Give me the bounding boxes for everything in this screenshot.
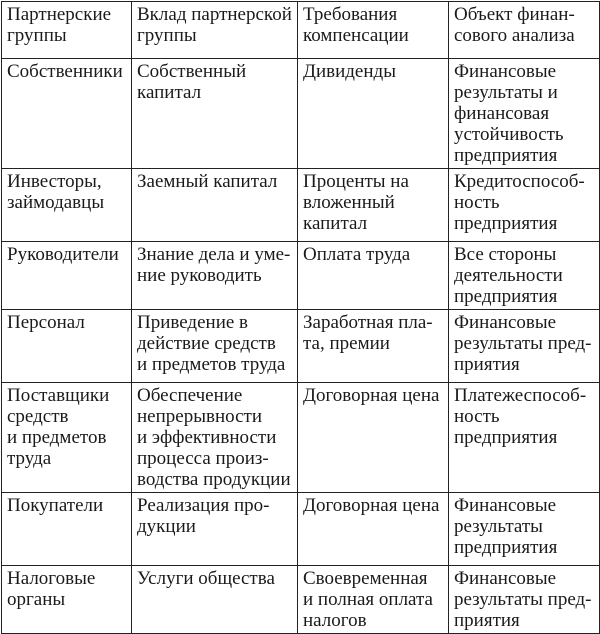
cell-analysis-object: Платежеспособ- ность предприятия	[449, 383, 600, 493]
cell-partner-group: Инвесторы, займодавцы	[2, 169, 132, 242]
cell-compensation: Договорная цена	[298, 493, 449, 566]
partner-groups-table	[1, 1, 600, 634]
cell-partner-group: Поставщики средств и предметов труда	[2, 383, 132, 493]
cell-partner-group: Персонал	[2, 310, 132, 383]
cell-contribution: Услуги общества	[132, 566, 298, 634]
cell-contribution: Заемный капитал	[132, 169, 298, 242]
table-row	[2, 566, 600, 634]
cell-analysis-object: Кредитоспособ- ность предприятия	[449, 169, 600, 242]
cell-compensation: Проценты на вложенный капитал	[298, 169, 449, 242]
cell-compensation: Своевременная и полная оплата налогов	[298, 566, 449, 634]
table-row	[2, 383, 600, 493]
cell-partner-group: Собственники	[2, 59, 132, 169]
cell-partner-group: Налоговые органы	[2, 566, 132, 634]
header-financial-analysis-object: Объект финан- сового анализа	[449, 2, 600, 59]
cell-compensation: Оплата труда	[298, 242, 449, 310]
header-group-contribution: Вклад партнерской группы	[132, 2, 298, 59]
table-row	[2, 59, 600, 169]
cell-analysis-object: Все стороны деятельности предприятия	[449, 242, 600, 310]
table-row	[2, 310, 600, 383]
cell-contribution: Знание дела и уме- ние руководить	[132, 242, 298, 310]
header-compensation-requirements: Требования компенсации	[298, 2, 449, 59]
table-row	[2, 169, 600, 242]
cell-contribution: Приведение в действие средств и предметов труда	[132, 310, 298, 383]
cell-partner-group: Покупатели	[2, 493, 132, 566]
cell-contribution: Реализация про- дукции	[132, 493, 298, 566]
header-partner-groups: Партнерские группы	[2, 2, 132, 59]
cell-compensation: Договорная цена	[298, 383, 449, 493]
cell-contribution: Собственный капитал	[132, 59, 298, 169]
cell-partner-group: Руководители	[2, 242, 132, 310]
cell-compensation: Дивиденды	[298, 59, 449, 169]
table-row	[2, 242, 600, 310]
cell-analysis-object: Финансовые результаты пред- приятия	[449, 566, 600, 634]
cell-contribution: Обеспечение непрерывности и эффективности процесса произ- водства продукции	[132, 383, 298, 493]
cell-analysis-object: Финансовые результаты и финансовая устойчивость предприятия	[449, 59, 600, 169]
cell-analysis-object: Финансовые результаты предприятия	[449, 493, 600, 566]
cell-analysis-object: Финансовые результаты пред- приятия	[449, 310, 600, 383]
cell-compensation: Заработная пла- та, премии	[298, 310, 449, 383]
table-row	[2, 493, 600, 566]
table-header-row	[2, 2, 600, 59]
